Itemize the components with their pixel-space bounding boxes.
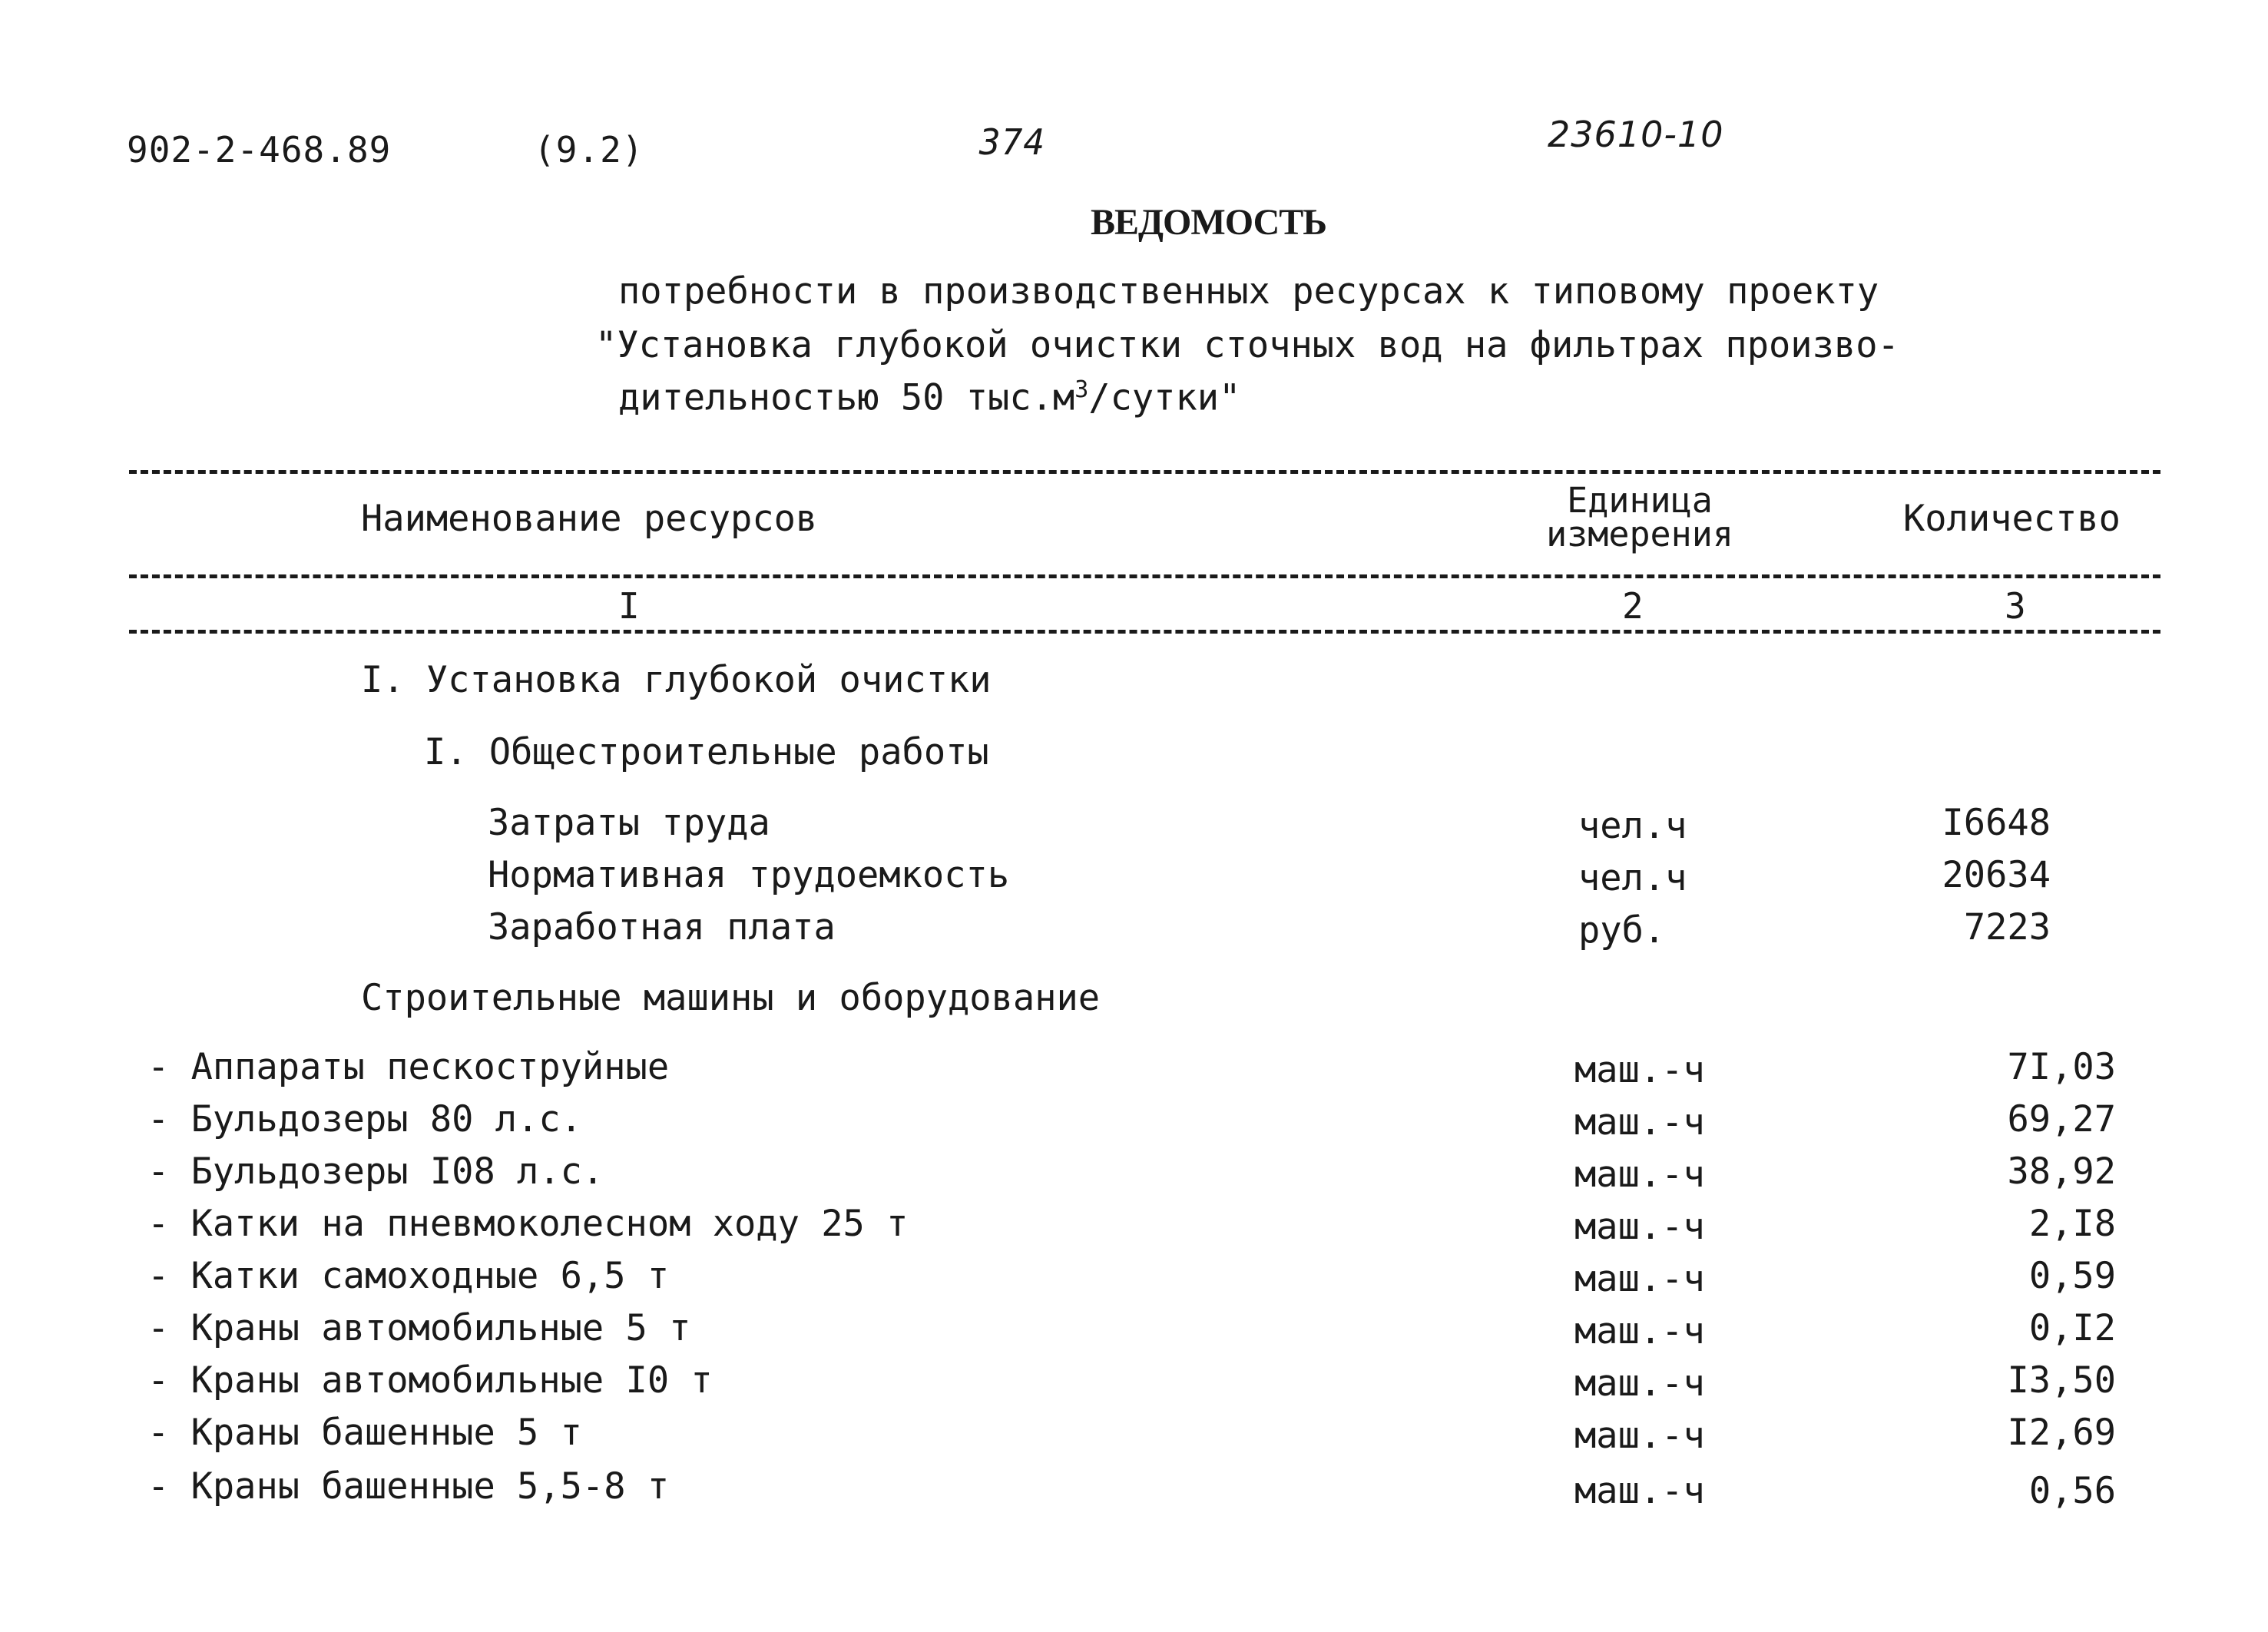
- subtitle-line-3-tail: /сутки": [1088, 376, 1241, 419]
- machine-row-unit: маш.-ч: [1574, 1049, 1705, 1091]
- machine-row-value: 0,I2: [2028, 1307, 2116, 1349]
- section-heading: I. Установка глубокой очистки: [361, 659, 992, 701]
- labor-row-value: 7223: [1963, 906, 2051, 948]
- subtitle-line-1: потребности в производственных ресурсах к типовому проекту: [618, 270, 1879, 313]
- labor-row-unit: чел.ч: [1578, 805, 1687, 847]
- machine-row-unit: маш.-ч: [1574, 1206, 1705, 1248]
- column-number-1: I: [618, 585, 640, 627]
- machine-row-name: - Катки на пневмоколесном ходу 25 т: [147, 1203, 909, 1245]
- subtitle-line-2: "Установка глубокой очистки сточных вод на фильтрах произво-: [595, 324, 1899, 366]
- labor-row-unit: руб.: [1578, 909, 1666, 952]
- document-code: 902-2-468.89: [127, 129, 392, 170]
- column-header-name: Наименование ресурсов: [361, 498, 818, 540]
- machine-row-name: - Краны автомобильные I0 т: [147, 1359, 713, 1402]
- machine-row-value: 38,92: [2007, 1150, 2116, 1193]
- machine-row-name: - Бульдозеры I08 л.с.: [147, 1150, 604, 1193]
- machine-row-unit: маш.-ч: [1574, 1101, 1705, 1144]
- rule-numbers-bottom: [129, 630, 2160, 634]
- column-header-unit: [1528, 480, 1751, 554]
- registration-number: 23610-10: [1548, 114, 1724, 155]
- page-number: 374: [979, 121, 1046, 163]
- column-number-3: 3: [2005, 585, 2026, 627]
- section-number: (9.2): [534, 129, 644, 170]
- machine-row-value: 2,I8: [2028, 1203, 2116, 1245]
- machine-row-value: 0,56: [2028, 1470, 2116, 1512]
- machine-row-unit: маш.-ч: [1574, 1258, 1705, 1300]
- machine-row-value: 7I,03: [2007, 1046, 2116, 1088]
- labor-row-value: 20634: [1942, 854, 2051, 896]
- labor-row-name: Затраты труда: [488, 802, 770, 844]
- column-header-unit-line2: измерения: [1546, 514, 1733, 554]
- machine-row-name: - Краны башенные 5 т: [147, 1412, 582, 1454]
- superscript-3: 3: [1074, 376, 1089, 403]
- machine-row-value: 69,27: [2007, 1098, 2116, 1140]
- machine-row-unit: маш.-ч: [1574, 1310, 1705, 1352]
- labor-row-value: I6648: [1942, 802, 2051, 844]
- column-header-unit-line1: Единица: [1567, 480, 1713, 521]
- rule-header-bottom: [129, 574, 2160, 578]
- machines-heading: Строительные машины и оборудование: [361, 977, 1101, 1019]
- labor-row-name: Нормативная трудоемкость: [488, 854, 1010, 896]
- machine-row-value: 0,59: [2028, 1255, 2116, 1297]
- machine-row-unit: маш.-ч: [1574, 1470, 1705, 1512]
- machine-row-name: - Катки самоходные 6,5 т: [147, 1255, 670, 1297]
- labor-row-name: Заработная плата: [488, 906, 836, 948]
- subtitle-line-3: [618, 376, 1240, 419]
- subtitle-line-3-text: дительностью 50 тыс.м: [618, 376, 1075, 419]
- machine-row-name: - Краны башенные 5,5-8 т: [147, 1465, 670, 1508]
- machine-row-value: I2,69: [2007, 1412, 2116, 1454]
- machine-row-name: - Аппараты пескоструйные: [147, 1046, 670, 1088]
- machine-row-unit: маш.-ч: [1574, 1362, 1705, 1405]
- machine-row-name: - Бульдозеры 80 л.с.: [147, 1098, 582, 1140]
- rule-top: [129, 470, 2160, 474]
- document-title: ВЕДОМОСТЬ: [1091, 202, 1327, 243]
- column-number-2: 2: [1622, 585, 1644, 627]
- labor-row-unit: чел.ч: [1578, 857, 1687, 899]
- subsection-heading: I. Общестроительные работы: [424, 731, 989, 773]
- machine-row-unit: маш.-ч: [1574, 1415, 1705, 1457]
- machine-row-value: I3,50: [2007, 1359, 2116, 1402]
- machine-row-unit: маш.-ч: [1574, 1154, 1705, 1196]
- machine-row-name: - Краны автомобильные 5 т: [147, 1307, 691, 1349]
- column-header-quantity: Количество: [1903, 498, 2121, 540]
